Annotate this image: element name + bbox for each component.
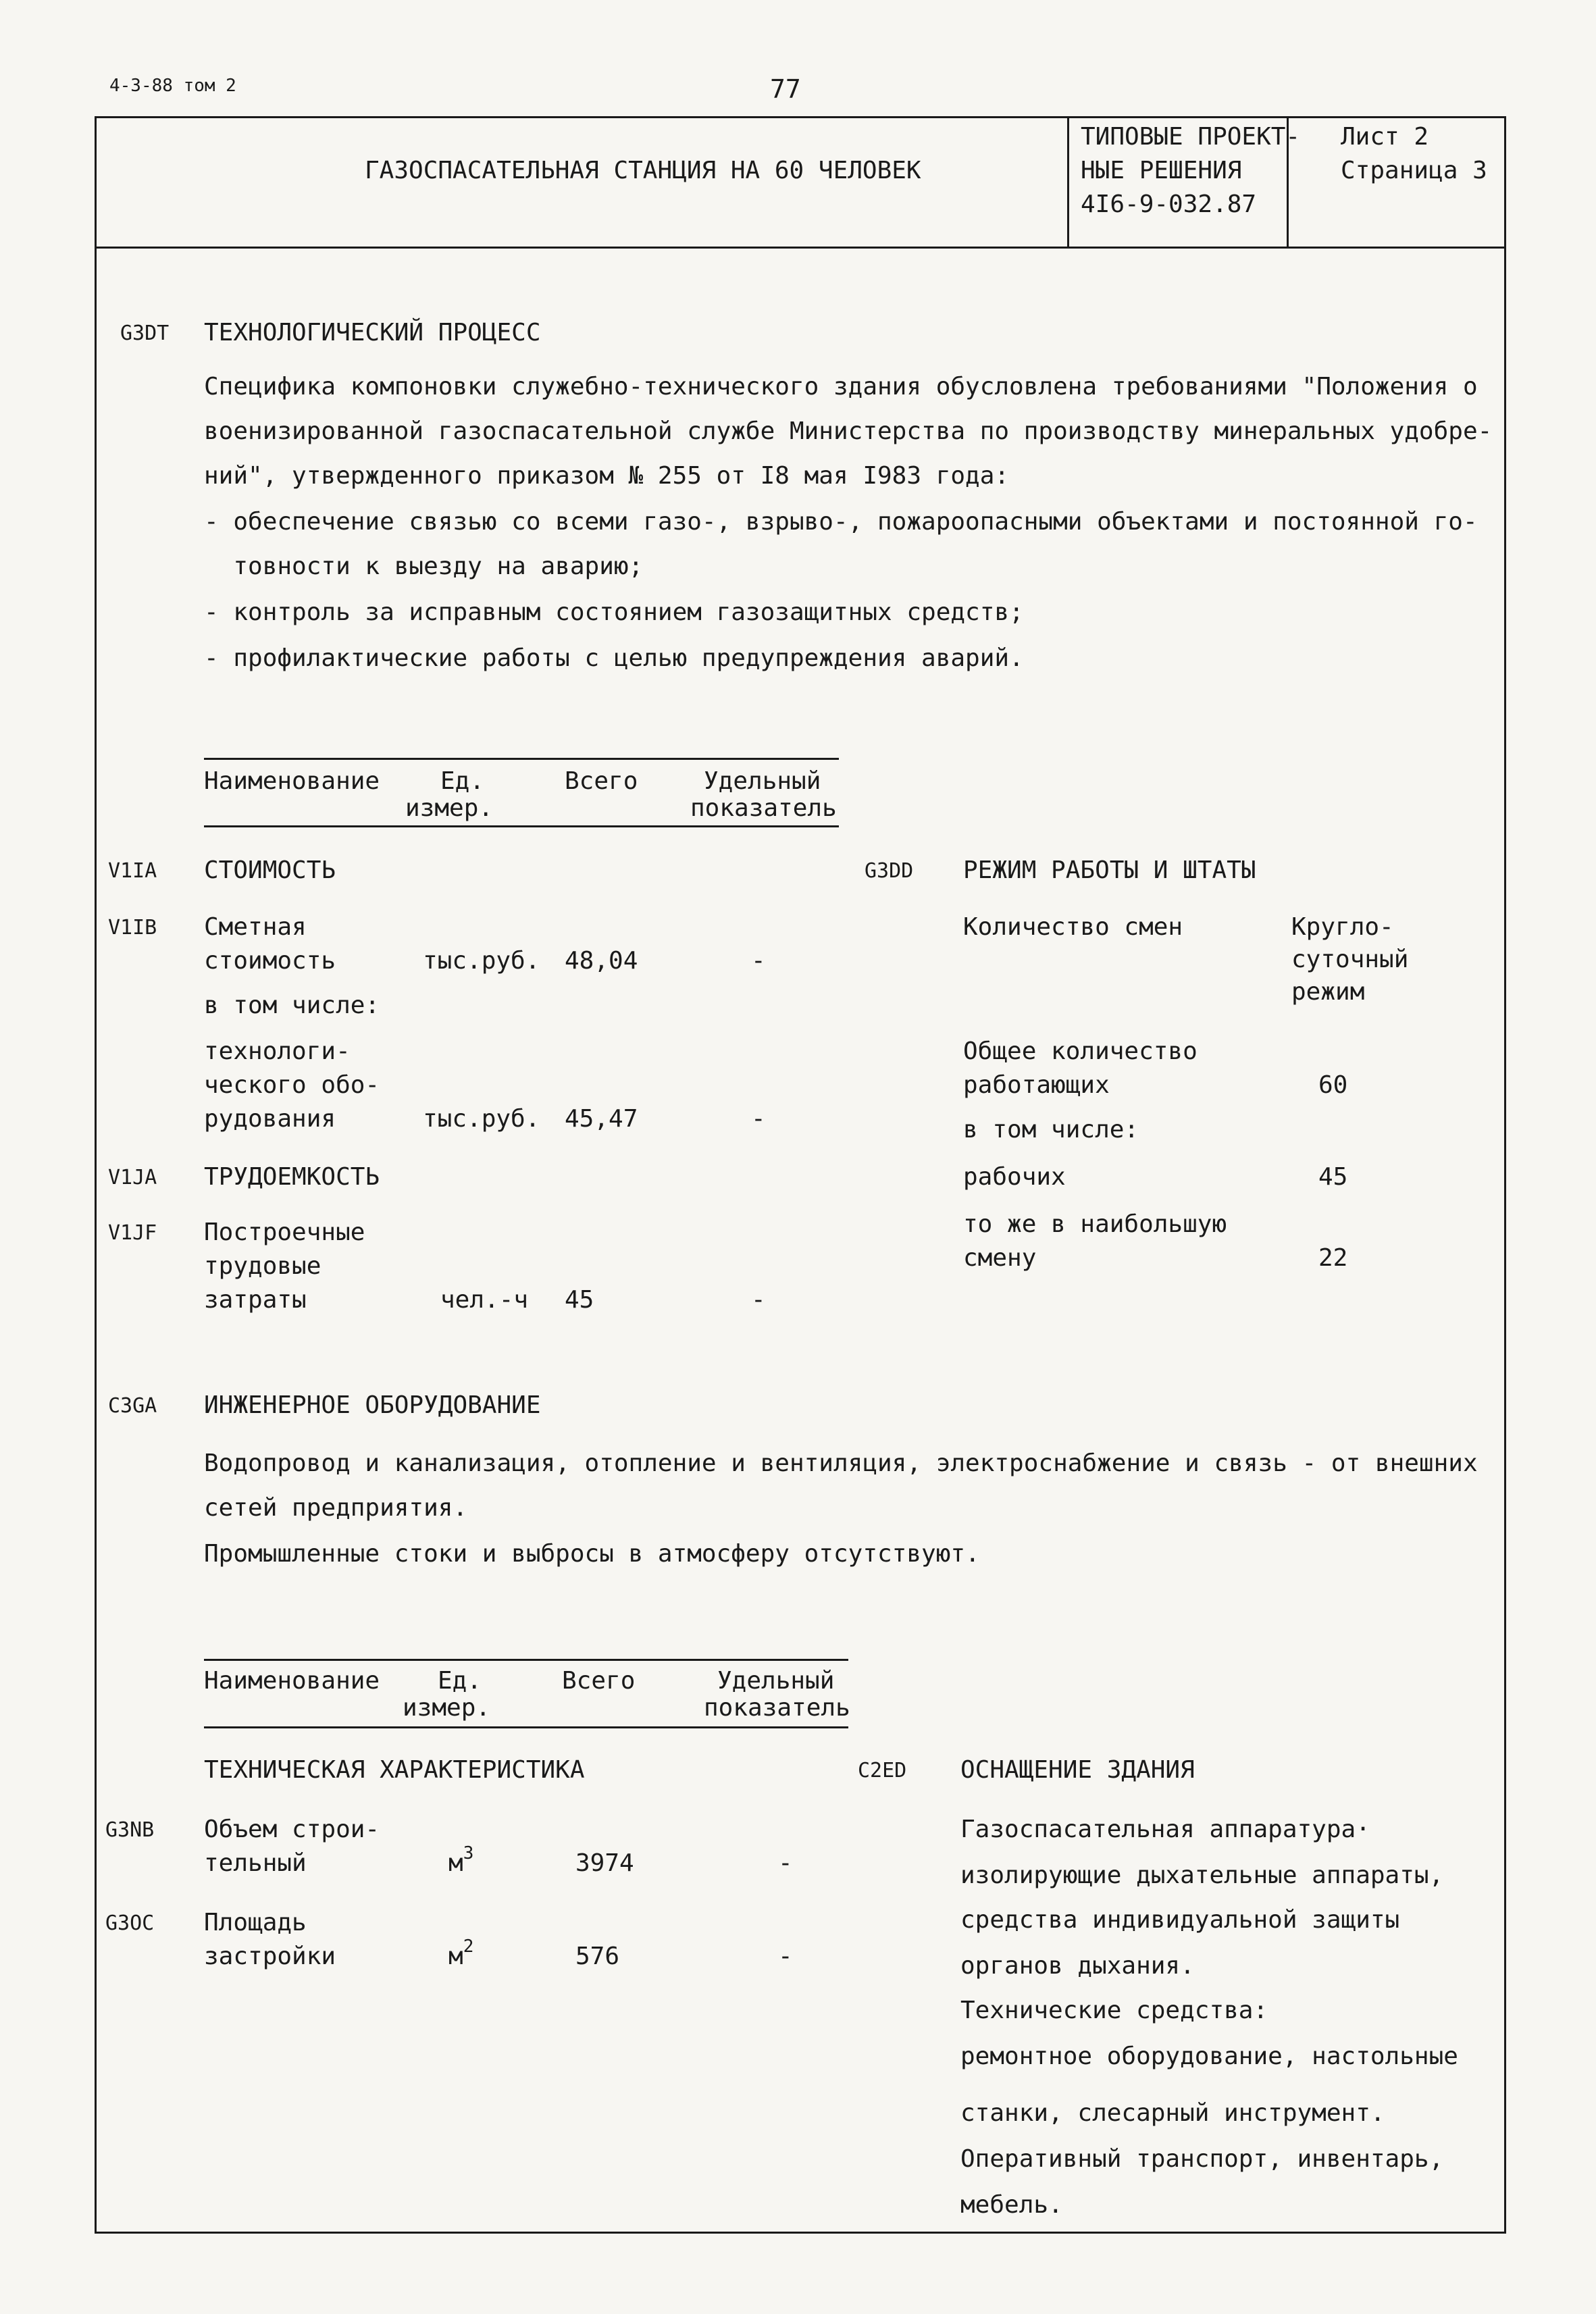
table2-header-rule [204, 1726, 848, 1728]
area-total: 576 [575, 1943, 620, 1970]
equipment-cost-spec: - [751, 1105, 766, 1133]
series-line-2: НЫЕ РЕШЕНИЯ [1081, 157, 1242, 184]
max-shift-label: смену [963, 1244, 1037, 1272]
equipment-line: Оперативный транспорт, инвентарь, [960, 2145, 1444, 2173]
volume-unit [448, 1843, 474, 1877]
equipment-line: изолирующие дыхательные аппараты, [960, 1861, 1444, 1889]
area-unit-exponent: 2 [463, 1936, 474, 1957]
total-staff-label: Общее количество [963, 1037, 1198, 1065]
area-unit-base: м [448, 1943, 463, 1970]
workers-value: 45 [1318, 1163, 1348, 1191]
tech-process-heading: ТЕХНОЛОГИЧЕСКИЙ ПРОЦЕСС [204, 319, 541, 346]
table1-col-total: Всего [565, 767, 638, 795]
series-line-1: ТИПОВЫЕ ПРОЕКТ- [1081, 123, 1301, 151]
volume-code: G3NB [105, 1818, 155, 1842]
tech-process-line: ний", утвержденного приказом № 255 от I8 мая I983 года: [204, 462, 1010, 490]
equipment-cost-unit: тыс.руб. [423, 1105, 540, 1133]
build-labor-name: Построечные [204, 1218, 365, 1246]
engineering-line: Водопровод и канализация, отопление и вентиляция, электроснабжение и связь - от внешних [204, 1449, 1478, 1477]
build-labor-unit: чел.-ч [440, 1286, 529, 1314]
shifts-value: режим [1291, 978, 1365, 1006]
estimate-name: стоимость [204, 947, 336, 975]
tech-process-line: - обеспечение связью со всеми газо-, взрыво-, пожароопасными объектами и постоянной го- [204, 508, 1478, 536]
equipment-line: органов дыхания. [960, 1952, 1195, 1980]
estimate-code: V1IB [108, 916, 157, 940]
estimate-spec: - [751, 947, 766, 975]
equipment-cost-total: 45,47 [565, 1105, 638, 1133]
header-divider [95, 247, 1506, 249]
estimate-unit: тыс.руб. [423, 947, 540, 975]
tech-process-line: Специфика компоновки служебно-технического здания обусловлена требованиями "Положения о [204, 373, 1478, 401]
build-labor-name: затраты [204, 1286, 307, 1314]
cost-code: V1IA [108, 859, 157, 883]
tech-characteristics-heading: ТЕХНИЧЕСКАЯ ХАРАКТЕРИСТИКА [204, 1756, 585, 1784]
engineering-code: C3GA [108, 1394, 157, 1418]
table2-col-name: Наименование [204, 1667, 380, 1695]
area-code: G3OC [105, 1911, 155, 1935]
total-staff-value: 60 [1318, 1071, 1348, 1099]
doc-reference: 4-3-88 том 2 [109, 76, 236, 96]
table2-col-unit: измер. [403, 1694, 491, 1722]
estimate-name: Сметная [204, 913, 307, 941]
build-labor-name: трудовые [204, 1252, 321, 1280]
table2-col-total: Всего [562, 1667, 636, 1695]
volume-unit-exponent: 3 [463, 1843, 474, 1863]
area-name: застройки [204, 1943, 336, 1970]
equipment-cost-name: рудования [204, 1105, 336, 1133]
page-label: Страница 3 [1341, 157, 1487, 184]
page-number: 77 [770, 74, 801, 104]
equipment-line: ремонтное оборудование, настольные [960, 2042, 1458, 2070]
including-label: в том числе: [204, 992, 380, 1019]
tech-process-line: товности к выезду на аварию; [204, 552, 644, 580]
engineering-heading: ИНЖЕНЕРНОЕ ОБОРУДОВАНИЕ [204, 1391, 541, 1419]
volume-name: тельный [204, 1849, 307, 1877]
table2-col-spec: Удельный [717, 1667, 835, 1695]
build-labor-total: 45 [565, 1286, 594, 1314]
table1-header-rule [204, 825, 839, 827]
labor-code: V1JA [108, 1166, 157, 1189]
volume-spec: - [778, 1849, 793, 1877]
estimate-total: 48,04 [565, 947, 638, 975]
shifts-value: Кругло- [1291, 913, 1394, 941]
build-labor-code: V1JF [108, 1221, 157, 1245]
shifts-value: суточный [1291, 946, 1409, 973]
equipment-heading: ОСНАЩЕНИЕ ЗДАНИЯ [960, 1756, 1195, 1784]
max-shift-label: то же в наибольшую [963, 1210, 1227, 1238]
document-title: ГАЗОСПАСАТЕЛЬНАЯ СТАНЦИЯ НА 60 ЧЕЛОВЕК [365, 157, 921, 184]
table1-col-unit: Ед. [440, 767, 485, 795]
table1-col-spec: Удельный [704, 767, 821, 795]
area-unit [448, 1936, 474, 1970]
equipment-line: средства индивидуальной защиты [960, 1906, 1400, 1934]
table1-top-rule [204, 758, 839, 760]
header-vline-1 [1067, 116, 1069, 248]
equipment-cost-name: ческого обо- [204, 1071, 380, 1099]
equipment-code: C2ED [858, 1759, 907, 1782]
build-labor-spec: - [751, 1286, 766, 1314]
tech-process-code: G3DT [120, 322, 170, 345]
table2-col-spec: показатель [704, 1694, 850, 1722]
volume-unit-base: м [448, 1849, 463, 1877]
table1-col-spec: показатель [690, 794, 837, 822]
max-shift-value: 22 [1318, 1244, 1348, 1272]
regime-heading: РЕЖИМ РАБОТЫ И ШТАТЫ [963, 856, 1256, 884]
tech-process-line: - контроль за исправным состоянием газозащитных средств; [204, 598, 1024, 626]
table1-col-unit: измер. [405, 794, 494, 822]
workers-label: рабочих [963, 1163, 1066, 1191]
equipment-line: Технические средства: [960, 1997, 1268, 2024]
volume-name: Объем строи- [204, 1816, 380, 1843]
volume-total: 3974 [575, 1849, 634, 1877]
equipment-cost-name: технологи- [204, 1037, 351, 1065]
tech-process-line: - профилактические работы с целью предупреждения аварий. [204, 644, 1024, 672]
area-spec: - [778, 1943, 793, 1970]
labor-heading: ТРУДОЕМКОСТЬ [204, 1163, 380, 1191]
equipment-line: Газоспасательная аппаратура· [960, 1816, 1370, 1843]
staff-including-label: в том числе: [963, 1116, 1139, 1143]
cost-heading: СТОИМОСТЬ [204, 856, 336, 884]
equipment-line: мебель. [960, 2191, 1063, 2219]
tech-process-line: военизированной газоспасательной службе Министерства по производству минеральных удобре- [204, 417, 1493, 445]
table1-col-name: Наименование [204, 767, 380, 795]
table2-col-unit: Ед. [438, 1667, 482, 1695]
series-code: 4I6-9-032.87 [1081, 190, 1257, 218]
equipment-line: станки, слесарный инструмент. [960, 2099, 1385, 2127]
area-name: Площадь [204, 1909, 307, 1936]
shifts-label: Количество смен [963, 913, 1183, 941]
engineering-line: сетей предприятия. [204, 1494, 468, 1522]
total-staff-label: работающих [963, 1071, 1110, 1099]
table2-top-rule [204, 1659, 848, 1661]
engineering-line: Промышленные стоки и выбросы в атмосферу отсутствуют. [204, 1540, 980, 1568]
regime-code: G3DD [865, 859, 914, 883]
sheet-label: Лист 2 [1341, 123, 1429, 151]
